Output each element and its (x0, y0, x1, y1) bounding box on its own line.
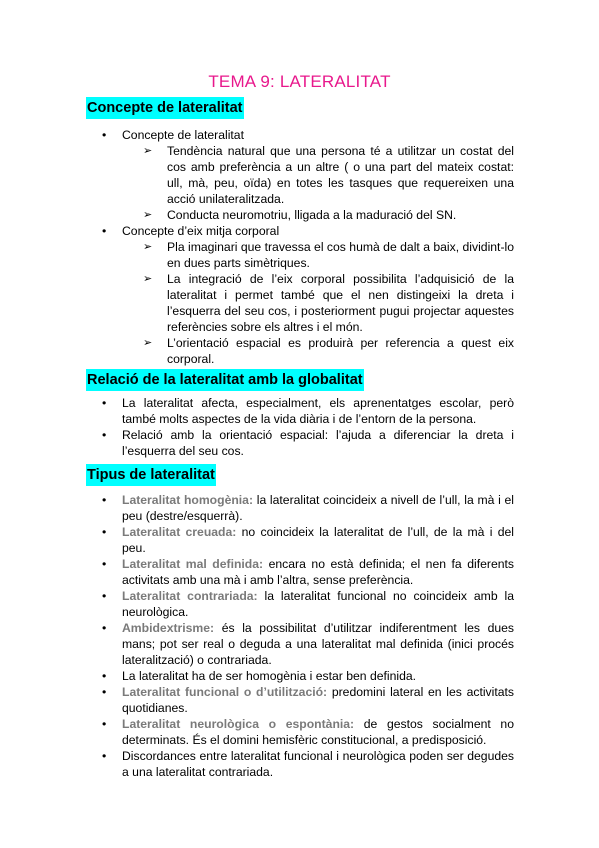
list-item (86, 556, 514, 588)
bullet-icon: • (102, 224, 107, 238)
sub-list-item-text: Conducta neuromotriu, lligada a la maduració del SN. (167, 208, 457, 222)
term-label: Lateralitat mal definida: (122, 557, 264, 571)
list-item-text: Relació amb la orientació espacial: l’ajuda a diferenciar la dreta i l’esquerra del seu cos. (122, 428, 514, 458)
term-definition: La lateralitat ha de ser homogènia i estar ben definida. (122, 669, 417, 683)
bullet-icon: • (102, 685, 107, 699)
bullet-icon: • (102, 493, 107, 507)
arrow-bullet-icon: ➢ (143, 145, 153, 157)
list-item-text: Concepte de lateralitat (122, 128, 244, 142)
arrow-bullet-icon: ➢ (143, 337, 153, 349)
sub-list-item (122, 207, 514, 223)
list-item (86, 395, 514, 427)
list-item (86, 524, 514, 556)
bullet-icon: • (102, 621, 107, 635)
term-definition: la lateralitat funcional no coincideix amb la neurològica. (122, 589, 514, 619)
section-tipus-body (86, 492, 514, 780)
list-item (86, 427, 514, 459)
term-label: Lateralitat contrariada: (122, 589, 258, 603)
sub-list-item-text: Tendència natural que una persona té a utilitzar un costat del cos amb preferència a un altre ( o una part del mateix costat: ull, mà, peu, oïda) en totes les tasques que requereixen una acció unilateralitzada. (167, 144, 514, 206)
list-item (86, 748, 514, 780)
section-concepte-body (86, 127, 514, 367)
sub-list-item (122, 335, 514, 367)
arrow-bullet-icon: ➢ (143, 241, 153, 253)
bullet-icon: • (102, 128, 107, 142)
term-label: Lateralitat neurològica o espontània: (122, 717, 355, 731)
list-item (86, 588, 514, 620)
sub-list-item-text: Pla imaginari que travessa el cos humà de dalt a baix, dividint-lo en dues parts simètriques. (167, 240, 514, 270)
list-item (86, 716, 514, 748)
bullet-icon: • (102, 557, 107, 571)
section-relacio-body (86, 395, 514, 459)
sub-list-item-text: La integració de l’eix corporal possibilita l’adquisició de la lateralitat i permet també que el nen distingeixi la dreta i l’esquerra del seu cos, i posteriorment pugui projectar aquestes referències sobre els altres i el món. (167, 272, 514, 334)
list-item-text: Concepte d’eix mitja corporal (122, 224, 280, 238)
bullet-icon: • (102, 749, 107, 763)
section-heading-relacio: Relació de la lateralitat amb la globalitat (86, 369, 364, 391)
arrow-bullet-icon: ➢ (143, 209, 153, 221)
list-item (86, 223, 514, 367)
sub-list-item (122, 143, 514, 207)
list-item (86, 668, 514, 684)
bullet-icon: • (102, 717, 107, 731)
term-definition: de gestos socialment no determinats. És el domini hemisfèric constitucional, a predisposició. (122, 717, 514, 747)
list-item (86, 127, 514, 223)
term-definition: Discordances entre lateralitat funcional i neurològica poden ser degudes a una lateralitat contrariada. (122, 749, 514, 779)
sub-list-item (122, 239, 514, 271)
bullet-icon: • (102, 589, 107, 603)
list-item (86, 684, 514, 716)
term-definition: encara no està definida; el nen fa diferents activitats amb una mà i amb l’altra, sense preferència. (122, 557, 514, 587)
term-label: Lateralitat funcional o d’utilització: (122, 685, 328, 699)
arrow-bullet-icon: ➢ (143, 273, 153, 285)
sub-list-item-text: L’orientació espacial es produirà per referencia a quest eix corporal. (167, 336, 514, 366)
bullet-icon: • (102, 669, 107, 683)
page-title: TEMA 9: LATERALITAT (208, 72, 391, 91)
bullet-icon: • (102, 428, 107, 442)
term-definition: predomini lateral en les activitats quotidianes. (122, 685, 514, 715)
term-definition: la lateralitat coincideix a nivell de l’ull, la mà i el peu (destre/esquerrà). (122, 493, 514, 523)
term-label: Ambidextrisme: (122, 621, 215, 635)
sub-list-item (122, 271, 514, 335)
list-item (86, 492, 514, 524)
list-item-text: La lateralitat afecta, especialment, els aprenentatges escolar, però també molts aspectes de la vida diària i de l’entorn de la persona. (122, 396, 514, 426)
section-heading-concepte: Concepte de lateralitat (86, 97, 244, 119)
list-item (86, 620, 514, 668)
term-label: Lateralitat creuada: (122, 525, 237, 539)
section-heading-tipus: Tipus de lateralitat (86, 464, 216, 486)
term-definition: no coincideix la lateralitat de l’ull, de la mà i del peu. (122, 525, 514, 555)
bullet-icon: • (102, 525, 107, 539)
term-label: Lateralitat homogènia: (122, 493, 254, 507)
term-definition: és la possibilitat d’utilitzar indiferentment les dues mans; pot ser real o deguda a una lateralitat mal definida (inici procés lateralització) o contrariada. (122, 621, 514, 667)
bullet-icon: • (102, 396, 107, 410)
